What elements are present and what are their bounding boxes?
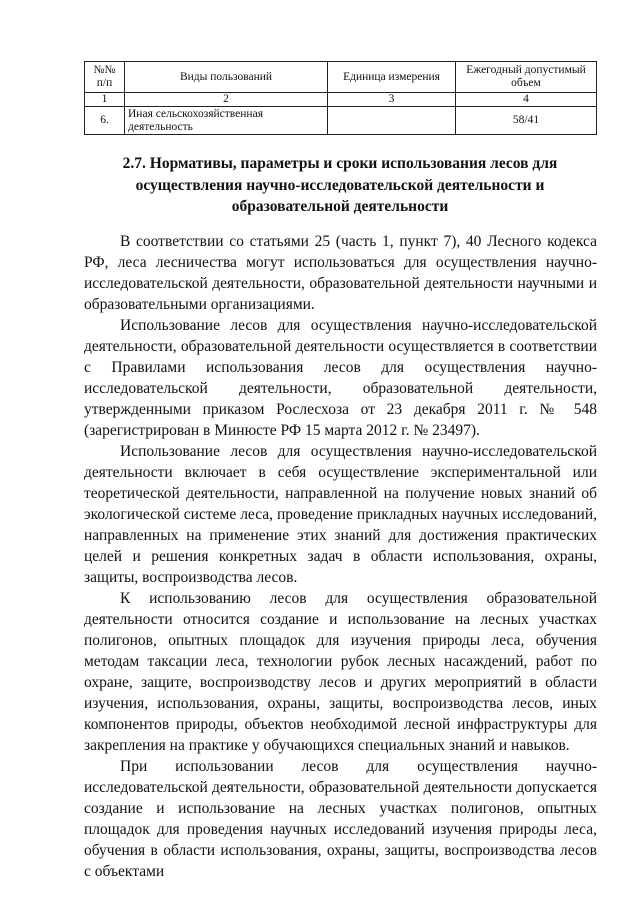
header-annual-volume: Ежегодный допустимый объем [456, 62, 597, 93]
row-unit [328, 107, 456, 135]
section-title-line: осуществления научно-исследовательской деятельности и [135, 176, 545, 194]
header-number: №№ п/п [85, 62, 125, 93]
row-usage-type: Иная сельскохозяйственная деятельность [125, 107, 328, 135]
column-number-2: 2 [125, 93, 328, 107]
table-row [85, 107, 597, 135]
paragraph: Использование лесов для осуществления научно-исследовательской деятельности, образовательной деятельности осуществляется в соответствии с Правилами использования лесов для осуществления научно-исследовательской деятельности, образовательной деятельности, утвержденными приказом Рослесхоза от 23 декабря 2011 г. № 548 (зарегистрирован в Минюсте РФ 15 марта 2012 г. № 23497). [84, 317, 597, 439]
table-column-numbers-row [85, 93, 597, 107]
column-number-3: 3 [328, 93, 456, 107]
paragraph: При использовании лесов для осуществления научно-исследовательской деятельности, образовательной деятельности допускается создание и использование на лесных участках полигонов, опытных площадок для проведения научных исследований изучения природы леса, обучения в области использования, охраны, защиты, воспроизводства лесов с объектами [84, 758, 597, 880]
paragraph: Использование лесов для осуществления научно-исследовательской деятельности включает в себя осуществление экспериментальной или теоретической деятельности, направленной на получение новых знаний об экологической системе леса, проведение прикладных научных исследований, направленных на применение этих знаний для достижения практических целей и решения конкретных задач в области использования, охраны, защиты, воспроизводства лесов. [84, 443, 597, 586]
forest-usage-table [84, 61, 597, 135]
header-unit: Единица измерения [328, 62, 456, 93]
header-usage-type: Виды пользований [125, 62, 328, 93]
column-number-1: 1 [85, 93, 125, 107]
row-annual-volume: 58/41 [456, 107, 597, 135]
table-header-row [85, 62, 597, 93]
paragraph: В соответствии со статьями 25 (часть 1, пункт 7), 40 Лесного кодекса РФ, леса лесничества могут использоваться для осуществления научно-исследовательской деятельности, образовательной деятельности научными и образовательными организациями. [84, 233, 597, 313]
section-body [84, 231, 597, 882]
paragraph: К использованию лесов для осуществления образовательной деятельности относится создание и использование на лесных участках полигонов, опытных площадок для изучения природы леса, обучения методам таксации леса, технологии рубок лесных насаждений, работ по охране, защите, воспроизводству лесов и других мероприятий в области изучения, использования, охраны, защиты, воспроизводства лесов, иных компонентов природы, объектов необходимой лесной инфраструктуры для закрепления на практике у обучающихся специальных знаний и навыков. [84, 590, 597, 754]
section-title [90, 153, 590, 218]
column-number-4: 4 [456, 93, 597, 107]
section-title-line: образовательной деятельности [231, 198, 449, 215]
row-number: 6. [85, 107, 125, 135]
section-title-line: 2.7. Нормативы, параметры и сроки использования лесов для [122, 155, 558, 172]
